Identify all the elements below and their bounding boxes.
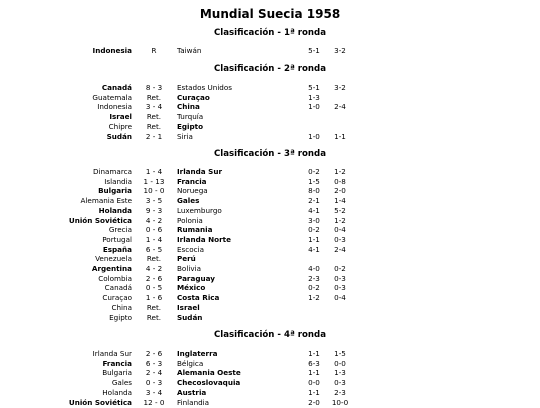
aggregate-score: 10 - 0	[143, 186, 165, 196]
first-leg-score: 4-1	[308, 205, 320, 215]
match-row	[0, 303, 540, 313]
home-team: Irlanda Sur	[92, 349, 132, 358]
match-row	[0, 167, 540, 177]
home-team: Islandia	[104, 176, 132, 186]
home-team: Sudán	[106, 131, 132, 141]
match-row	[0, 196, 540, 206]
match-row	[0, 186, 540, 196]
home-team: Colombia	[98, 273, 132, 283]
second-leg-score: 0-3	[334, 283, 346, 293]
second-leg-score: 0-3	[334, 273, 346, 283]
away-team: Israel	[177, 302, 200, 312]
away-team: China	[177, 102, 200, 112]
second-leg-score: 0-8	[334, 176, 346, 186]
aggregate-score: 0 - 5	[145, 283, 163, 293]
away-team: Escocia	[177, 244, 204, 254]
aggregate-score: R	[151, 46, 157, 55]
aggregate-score: 4 - 2	[145, 264, 163, 273]
first-leg-score: 5-1	[308, 83, 320, 92]
away-team: Taiwán	[177, 46, 202, 55]
match-row	[0, 283, 540, 293]
first-leg-score: 1-2	[308, 293, 320, 303]
first-leg-score: 0-0	[308, 378, 320, 388]
second-leg-score: 3-2	[334, 83, 346, 92]
home-team: Bulgaria	[98, 186, 132, 196]
second-leg-score: 1-2	[334, 215, 346, 225]
first-leg-score: 1-1	[308, 368, 320, 378]
aggregate-score: Ret.	[146, 112, 162, 122]
first-leg-score: 0-2	[308, 225, 320, 235]
first-leg-score: 2-1	[308, 196, 320, 206]
home-team: Unión Soviética	[68, 215, 132, 225]
match-row	[0, 102, 540, 112]
aggregate-score: 2 - 1	[145, 131, 163, 141]
second-leg-score: 1-3	[334, 368, 346, 378]
match-row	[0, 122, 540, 132]
home-team: Indonesia	[97, 102, 132, 112]
away-team: Bélgica	[177, 358, 204, 368]
round-heading: Clasificación - 2ª ronda	[213, 64, 327, 74]
home-team: Dinamarca	[92, 167, 132, 176]
first-leg-score: 2-0	[308, 397, 320, 407]
home-team: China	[111, 302, 132, 312]
second-leg-score: 0-0	[334, 358, 346, 368]
aggregate-score: 0 - 3	[145, 378, 163, 388]
aggregate-score: 1 - 4	[145, 234, 163, 244]
second-leg-score: 2-4	[334, 102, 346, 112]
home-team: Egipto	[109, 312, 132, 322]
second-leg-score: 0-4	[334, 293, 346, 303]
match-row	[0, 112, 540, 122]
first-leg-score: 2-3	[308, 273, 320, 283]
first-leg-score: 1-1	[308, 349, 320, 358]
home-team: Gales	[111, 378, 132, 388]
second-leg-score: 0-3	[334, 378, 346, 388]
first-leg-score: 0-2	[308, 283, 320, 293]
match-row	[0, 359, 540, 369]
home-team: España	[102, 244, 132, 254]
away-team: Noruega	[177, 186, 208, 196]
away-team: México	[177, 283, 206, 293]
round-heading: Clasificación - 3ª ronda	[213, 149, 327, 159]
match-row	[0, 235, 540, 245]
aggregate-score: Ret.	[146, 254, 162, 264]
second-leg-score: 1-5	[334, 349, 346, 358]
away-team: Inglaterra	[177, 349, 218, 358]
away-team: Estados Unidos	[177, 83, 233, 92]
aggregate-score: 2 - 6	[145, 273, 163, 283]
away-team: Bolivia	[177, 264, 201, 273]
away-team: Gales	[177, 196, 200, 206]
home-team: Francia	[102, 358, 132, 368]
first-leg-score: 5-1	[308, 46, 320, 55]
first-leg-score: 4-1	[308, 244, 320, 254]
aggregate-score: 3 - 4	[145, 102, 163, 112]
match-row	[0, 264, 540, 274]
aggregate-score: 6 - 5	[145, 244, 163, 254]
away-team: Francia	[177, 176, 207, 186]
home-team: Indonesia	[92, 46, 132, 55]
first-leg-score: 1-3	[308, 92, 320, 102]
match-row	[0, 83, 540, 93]
aggregate-score: 9 - 3	[145, 205, 163, 215]
home-team: Alemania Este	[80, 196, 132, 206]
match-row	[0, 349, 540, 359]
home-team: Holanda	[98, 205, 132, 215]
home-team: Grecia	[108, 225, 132, 235]
match-row	[0, 274, 540, 284]
aggregate-score: Ret.	[146, 92, 162, 102]
home-team: Holanda	[102, 387, 132, 397]
away-team: Austria	[177, 387, 207, 397]
away-team: Costa Rica	[177, 293, 220, 303]
away-team: Rumania	[177, 225, 213, 235]
match-row	[0, 132, 540, 142]
aggregate-score: Ret.	[146, 312, 162, 322]
away-team: Sudán	[177, 312, 203, 322]
aggregate-score: 4 - 2	[145, 215, 163, 225]
home-team: Curaçao	[102, 293, 132, 303]
second-leg-score: 2-4	[334, 244, 346, 254]
away-team: Luxemburgo	[177, 205, 222, 215]
aggregate-score: Ret.	[146, 121, 162, 131]
match-row	[0, 388, 540, 398]
first-leg-score: 1-5	[308, 176, 320, 186]
second-leg-score: 1-4	[334, 196, 346, 206]
second-leg-score: 2-0	[334, 186, 346, 196]
match-row	[0, 93, 540, 103]
aggregate-score: 3 - 5	[145, 196, 163, 206]
home-team: Canadá	[101, 83, 132, 92]
home-team: Argentina	[91, 264, 132, 273]
aggregate-score: Ret.	[146, 302, 162, 312]
home-team: Portugal	[102, 234, 132, 244]
round-heading: Clasificación - 4ª ronda	[213, 330, 327, 340]
aggregate-score: 3 - 4	[145, 387, 163, 397]
away-team: Polonia	[177, 215, 203, 225]
first-leg-score: 1-0	[308, 131, 320, 141]
away-team: Alemania Oeste	[177, 368, 241, 378]
first-leg-score: 4-0	[308, 264, 320, 273]
home-team: Bulgaria	[102, 368, 132, 378]
match-row	[0, 206, 540, 216]
page-title: Mundial Suecia 1958	[199, 7, 341, 21]
second-leg-score: 0-2	[334, 264, 346, 273]
away-team: Irlanda Norte	[177, 234, 231, 244]
away-team: Checoslovaquia	[177, 378, 241, 388]
home-team: Canadá	[104, 283, 132, 293]
home-team: Unión Soviética	[68, 397, 132, 407]
aggregate-score: 1 - 13	[143, 176, 165, 186]
match-row	[0, 216, 540, 226]
round-heading: Clasificación - 1ª ronda	[213, 28, 327, 38]
second-leg-score: 1-2	[334, 167, 346, 176]
match-row	[0, 225, 540, 235]
away-team: Finlandia	[177, 397, 210, 407]
home-team: Venezuela	[95, 254, 132, 264]
match-row	[0, 368, 540, 378]
away-team: Curaçao	[177, 92, 210, 102]
first-leg-score: 8-0	[308, 186, 320, 196]
away-team: Perú	[177, 254, 196, 264]
aggregate-score: 1 - 4	[145, 167, 163, 176]
away-team: Siria	[177, 131, 193, 141]
away-team: Egipto	[177, 121, 204, 131]
second-leg-score: 0-4	[334, 225, 346, 235]
match-row	[0, 313, 540, 323]
second-leg-score: 5-2	[334, 205, 346, 215]
match-row	[0, 177, 540, 187]
second-leg-score: 10-0	[331, 397, 349, 407]
away-team: Irlanda Sur	[177, 167, 222, 176]
match-row	[0, 293, 540, 303]
aggregate-score: 6 - 3	[145, 358, 163, 368]
first-leg-score: 0-2	[308, 167, 320, 176]
away-team: Paraguay	[177, 273, 215, 283]
home-team: Israel	[109, 112, 132, 122]
aggregate-score: 0 - 6	[145, 225, 163, 235]
second-leg-score: 1-1	[334, 131, 346, 141]
aggregate-score: 8 - 3	[145, 83, 163, 92]
aggregate-score: 2 - 4	[145, 368, 163, 378]
first-leg-score: 1-1	[308, 234, 320, 244]
home-team: Chipre	[108, 121, 132, 131]
aggregate-score: 1 - 6	[145, 293, 163, 303]
first-leg-score: 1-0	[308, 102, 320, 112]
second-leg-score: 3-2	[334, 46, 346, 55]
home-team: Guatemala	[92, 92, 132, 102]
aggregate-score: 2 - 6	[145, 349, 163, 358]
first-leg-score: 1-1	[308, 387, 320, 397]
match-row	[0, 378, 540, 388]
match-row	[0, 398, 540, 408]
match-row	[0, 254, 540, 264]
first-leg-score: 6-3	[308, 358, 320, 368]
second-leg-score: 0-3	[334, 234, 346, 244]
away-team: Turquía	[177, 112, 204, 122]
first-leg-score: 3-0	[308, 215, 320, 225]
aggregate-score: 12 - 0	[143, 397, 165, 407]
match-row	[0, 245, 540, 255]
match-row	[0, 46, 540, 56]
second-leg-score: 2-3	[334, 387, 346, 397]
